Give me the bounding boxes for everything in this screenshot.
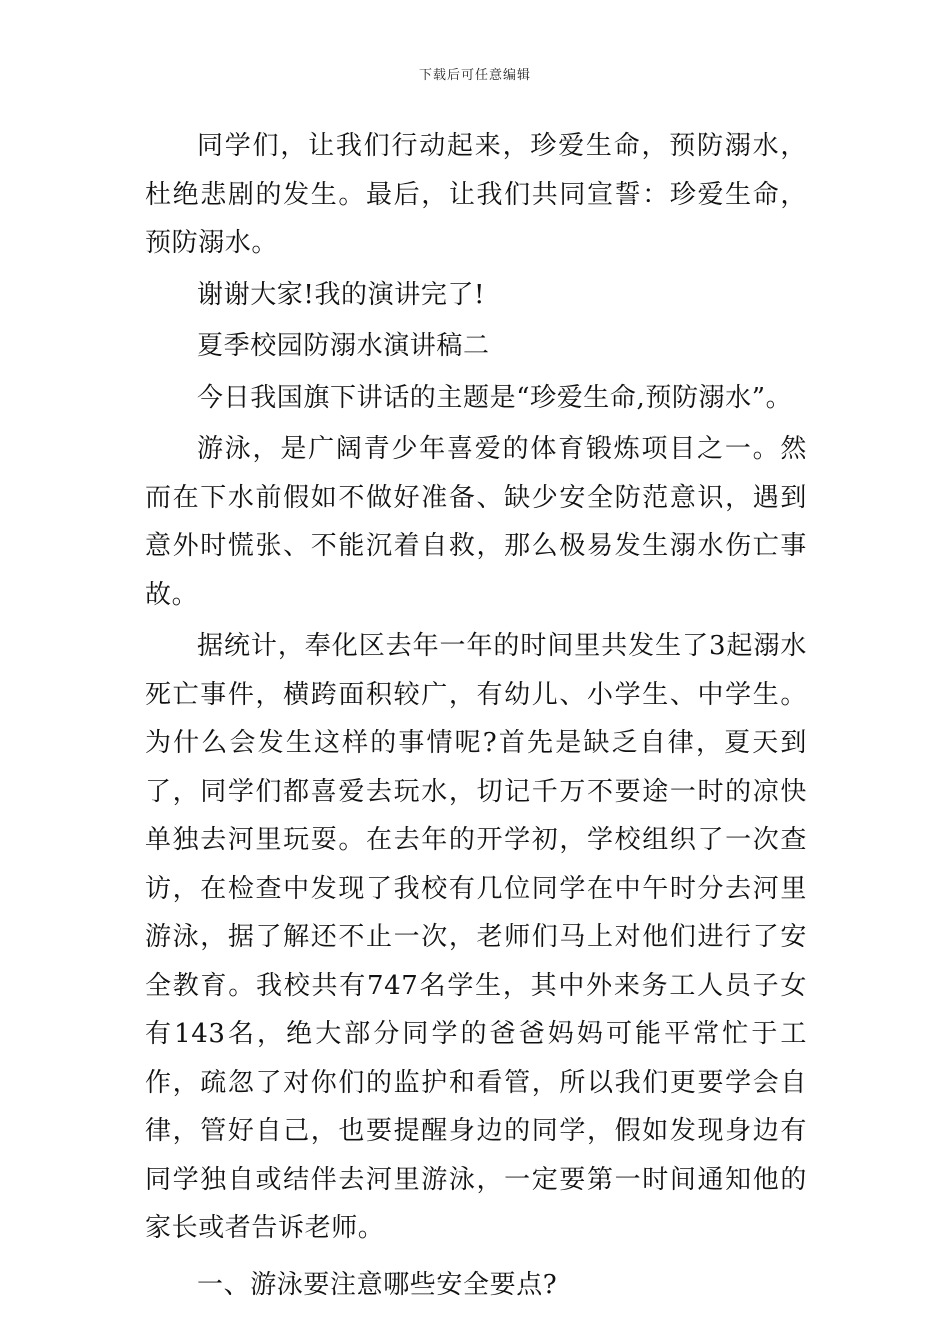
paragraph-topic: 今日我国旗下讲话的主题是“珍爱生命,预防溺水”。	[197, 382, 793, 413]
paragraph-statistics: 据统计，奉化区去年一年的时间里共发生了3起溺水死亡事件，横跨面积较广，有幼儿、小学生、中学生。为什么会发生这样的事情呢?首先是缺乏自律，夏天到了，同学们都喜爱去玩水，切记千万不要途一时的凉快单独去河里玩耍。在去年的开学初，学校组织了一次查访，在检查中发现了我校有几位同学在中午时分去河里游泳，据了解还不止一次，老师们马上对他们进行了安全教育。我校共有747名学生，其中外来务工人员子女有143名，绝大部分同学的爸爸妈妈可能平常忙于工作，疏忽了对你们的监护和看管，所以我们更要学会自律，管好自己，也要提醒身边的同学，假如发现身边有同学独自或结伴去河里游泳，一定要第一时间通知他的家长或者告诉老师。	[145, 631, 807, 1243]
page-header: 下载后可任意编辑	[418, 68, 531, 83]
document-body	[145, 122, 807, 1312]
paragraph-thanks: 谢谢大家!我的演讲完了!	[197, 279, 486, 310]
section-title: 夏季校园防溺水演讲稿二	[197, 331, 490, 361]
subheading-safety-points: 一、游泳要注意哪些安全要点?	[197, 1269, 558, 1300]
paragraph-closing-call: 同学们，让我们行动起来，珍爱生命，预防溺水，杜绝悲剧的发生。最后，让我们共同宣誓：珍爱生命，预防溺水。	[145, 131, 807, 258]
paragraph-swimming-intro: 游泳，是广阔青少年喜爱的体育锻炼项目之一。然而在下水前假如不做好准备、缺少安全防范意识，遇到意外时慌张、不能沉着自救，那么极易发生溺水伤亡事故。	[145, 434, 807, 610]
